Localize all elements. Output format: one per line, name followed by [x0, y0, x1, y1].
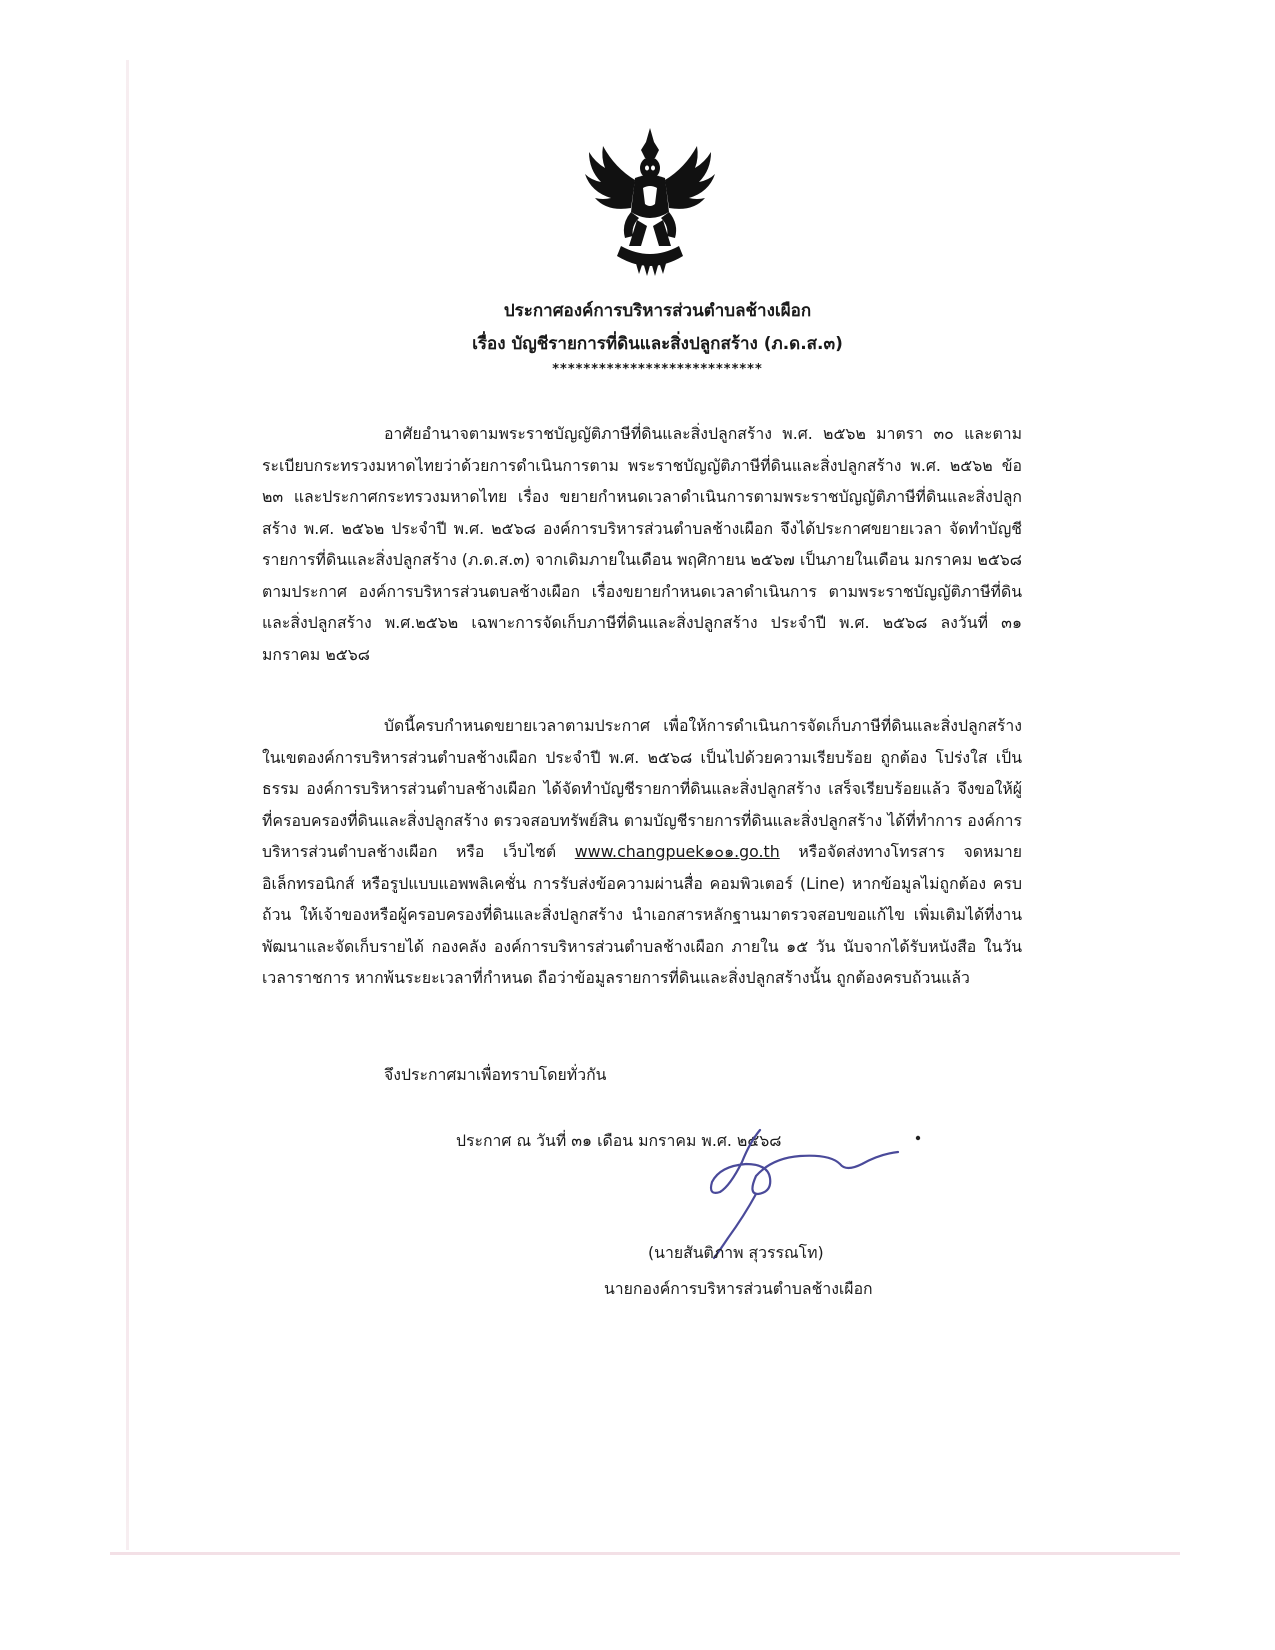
- announcement-subject: เรื่อง บัญชีรายการที่ดินและสิ่งปลูกสร้าง (ภ.ด.ส.๓): [472, 334, 843, 354]
- garuda-emblem-icon: [585, 128, 715, 276]
- page-edge-bottom: [110, 1552, 1180, 1555]
- announcement-date: ประกาศ ณ วันที่ ๓๑ เดือน มกราคม พ.ศ. ๒๕๖๘: [456, 1131, 782, 1150]
- page-edge-left: [126, 60, 129, 1550]
- paragraph-2-text-before-link: บัดนี้ครบกำหนดขยายเวลาตามประกาศ เพื่อให้การดำเนินการจัดเก็บภาษีที่ดินและสิ่งปลูกสร้าง ในเขตองค์การบริหารส่วนตำบลช้างเผือก ประจำปี พ.ศ. ๒๕๖๘ เป็นไปด้วยความเรียบร้อย ถูกต้อง โปร่งใส เป็นธรรม องค์การบริหารส่วนตำบลช้างเผือก ได้จัดทำบัญชีรายกาที่ดินและสิ่งปลูกสร้าง เสร็จเรียบร้อยแล้ว จึงขอให้ผู้ที่ครอบครองที่ดินและสิ่งปลูกสร้าง ตรวจสอบทรัพย์สิน ตามบัญชีรายการที่ดินและสิ่งปลูกสร้าง ได้ที่ทำการ องค์การบริหารส่วนตำบลช้างเผือก หรือ เว็บไซต์: [262, 716, 1022, 861]
- body-paragraph-1: อาศัยอำนาจตามพระราชบัญญัติภาษีที่ดินและสิ่งปลูกสร้าง พ.ศ. ๒๕๖๒ มาตรา ๓๐ และตามระเบียบกระทรวงมหาดไทยว่าด้วยการดำเนินการตาม พระราชบัญญัติภาษีที่ดินและสิ่งปลูกสร้าง พ.ศ. ๒๕๖๒ ข้อ ๒๓ และประกาศกระทรวงมหาดไทย เรื่อง ขยายกำหนดเวลาดำเนินการตามพระราชบัญญัติภาษีที่ดินและสิ่งปลูกสร้าง พ.ศ. ๒๕๖๒ ประจำปี พ.ศ. ๒๕๖๘ องค์การบริหารส่วนตำบลช้างเผือก จึงได้ประกาศขยายเวลา จัดทำบัญชี รายการที่ดินและสิ่งปลูกสร้าง (ภ.ด.ส.๓) จากเดิมภายในเดือน พฤศิกายน ๒๕๖๗ เป็นภายในเดือน มกราคม ๒๕๖๘ ตามประกาศ องค์การบริหารส่วนตบลช้างเผือก เรื่องขยายกำหนดเวลาดำเนินการ ตามพระราชบัญญัติภาษีที่ดินและสิ่งปลูกสร้าง พ.ศ.๒๕๖๒ เฉพาะการจัดเก็บภาษีที่ดินและสิ่งปลูกสร้าง ประจำปี พ.ศ. ๒๕๖๘ ลงวันที่ ๓๑ มกราคม ๒๕๖๘: [262, 424, 1022, 664]
- title-separator: ***************************: [552, 362, 763, 377]
- signer-name: (นายสันติภาพ สุวรรณโท): [648, 1243, 824, 1262]
- body-paragraph-2: [262, 710, 1022, 994]
- signer-title: นายกองค์การบริหารส่วนตำบลช้างเผือก: [604, 1279, 873, 1298]
- closing-statement: จึงประกาศมาเพื่อทราบโดยทั่วกัน: [384, 1065, 607, 1084]
- paragraph-2-text-after-link: หรือจัดส่งทางโทรสาร จดหมายอิเล็กทรอนิกส์ หรือรูปแบบแอพพลิเคชั่น การรับส่งข้อความผ่านสื่อ คอมพิวเตอร์ (Line) หากข้อมูลไม่ถูกต้อง ครบถ้วน ให้เจ้าของหรือผู้ครอบครองที่ดินและสิ่งปลูกสร้าง นำเอกสารหลักฐานมาตรวจสอบขอแก้ไข เพิ่มเติมได้ที่งานพัฒนาและจัดเก็บรายได้ กองคลัง องค์การบริหารส่วนตำบลช้างเผือก ภายใน ๑๕ วัน นับจากได้รับหนังสือ ในวันเวลาราชการ หากพ้นระยะเวลาที่กำหนด ถือว่าข้อมูลรายการที่ดินและสิ่งปลูกสร้างนั้น ถูกต้องครบถ้วนแล้ว: [262, 842, 1022, 987]
- announcement-title: ประกาศองค์การบริหารส่วนตำบลช้างเผือก: [503, 301, 812, 321]
- website-link[interactable]: www.changpuek๑๐๑.go.th: [574, 842, 780, 861]
